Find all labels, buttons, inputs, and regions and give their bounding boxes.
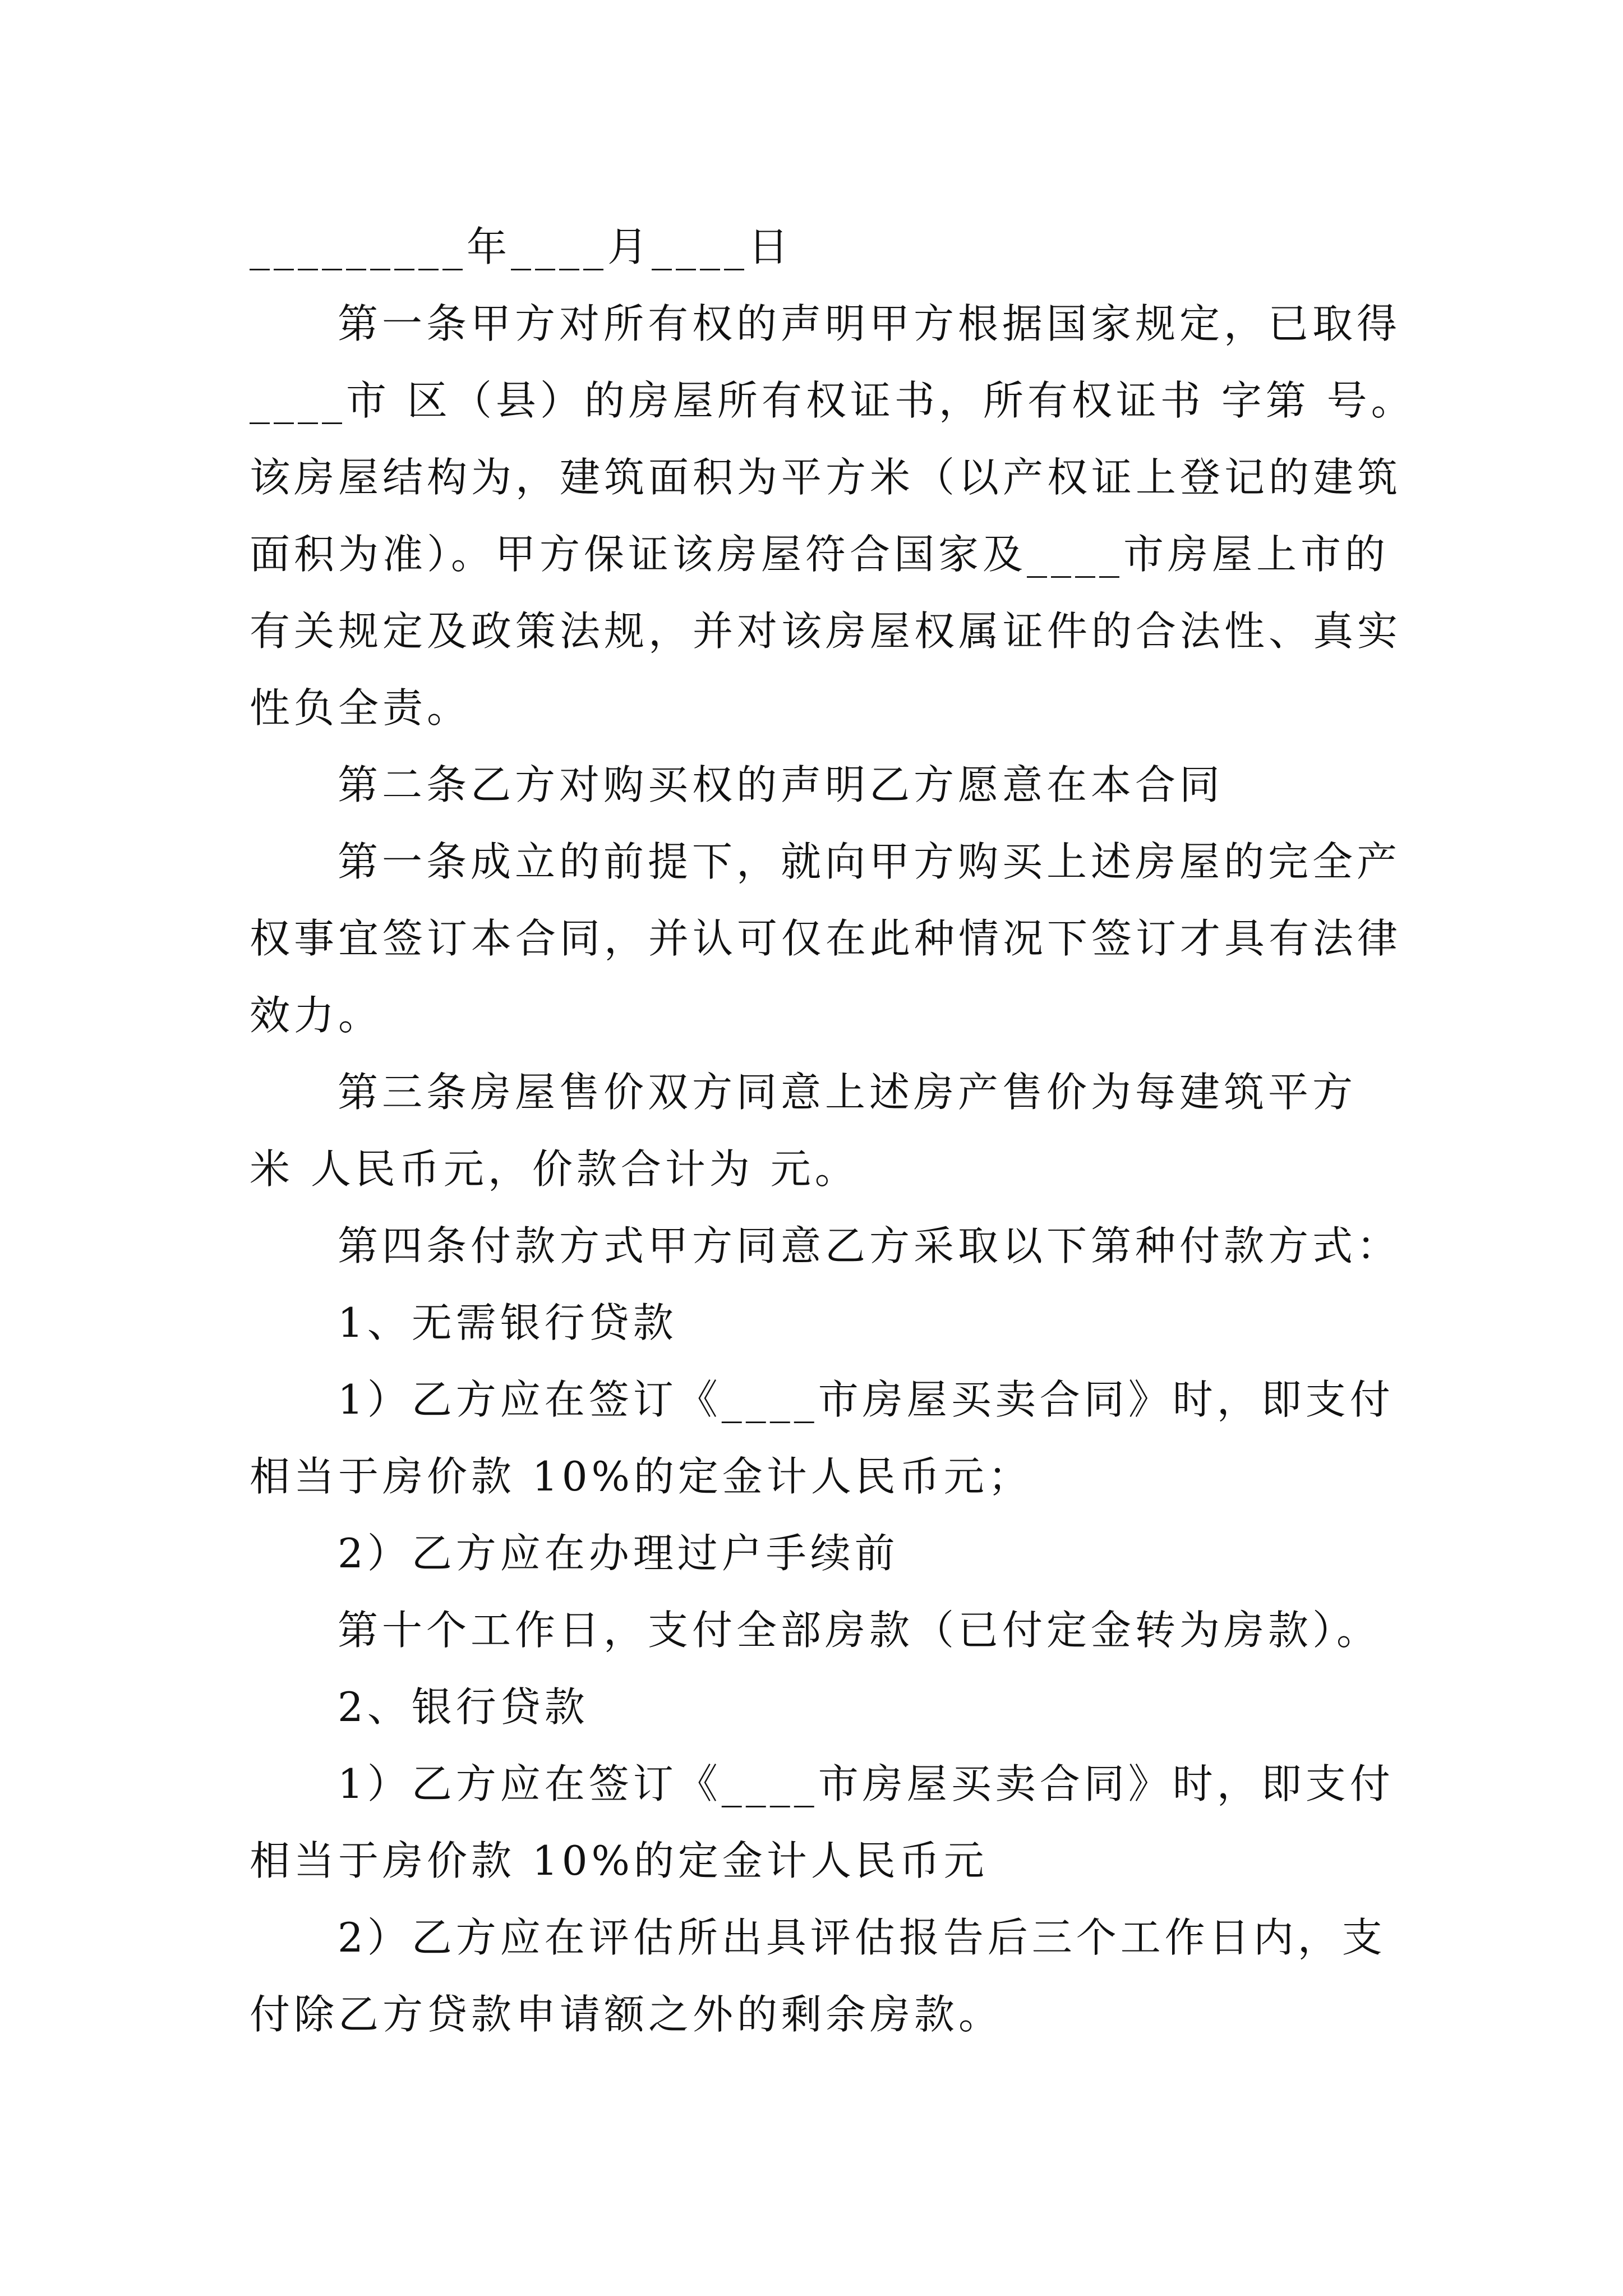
article-4-heading: 第四条付款方式甲方同意乙方采取以下第种付款方式： bbox=[338, 1222, 1401, 1269]
article-2-line-2: 第一条成立的前提下，就向甲方购买上述房屋的完全产 bbox=[338, 838, 1401, 885]
option-2-item-1-line-1: 1）乙方应在签订《____市房屋买卖合同》时，即支付 bbox=[338, 1760, 1394, 1807]
article-1-line-4: 面积为准）。甲方保证该房屋符合国家及____市房屋上市的 bbox=[250, 531, 1390, 578]
option-1-item-2-line-2: 第十个工作日，支付全部房款（已付定金转为房款）。 bbox=[338, 1607, 1381, 1654]
article-2-line-1: 第二条乙方对购买权的声明乙方愿意在本合同 bbox=[338, 761, 1224, 808]
article-2-line-4: 效力。 bbox=[250, 992, 383, 1039]
article-1-line-2: ____市 区（县）的房屋所有权证书，所有权证书 字第 号。 bbox=[250, 377, 1415, 424]
option-1-item-2-line-1: 2）乙方应在办理过户手续前 bbox=[338, 1530, 899, 1577]
option-1-item-1-line-2: 相当于房价款 10%的定金计人民币元； bbox=[250, 1453, 1032, 1500]
option-2-item-2-line-1: 2）乙方应在评估所出具评估报告后三个工作日内，支 bbox=[338, 1914, 1386, 1961]
article-1-line-5: 有关规定及政策法规，并对该房屋权属证件的合法性、真实 bbox=[250, 608, 1402, 655]
contract-body bbox=[250, 209, 1415, 2053]
date-line: _________年____月____日 bbox=[250, 223, 792, 270]
article-2-line-3: 权事宜签订本合同，并认可仅在此种情况下签订才具有法律 bbox=[250, 915, 1402, 962]
option-2-item-2-line-2: 付除乙方贷款申请额之外的剩余房款。 bbox=[250, 1991, 1003, 2038]
option-2-heading: 2、银行贷款 bbox=[338, 1683, 589, 1731]
option-1-heading: 1、无需银行贷款 bbox=[338, 1299, 677, 1346]
article-1-line-3: 该房屋结构为，建筑面积为平方米（以产权证上登记的建筑 bbox=[250, 454, 1402, 501]
option-1-item-1-line-1: 1）乙方应在签订《____市房屋买卖合同》时，即支付 bbox=[338, 1376, 1394, 1423]
article-1-line-1: 第一条甲方对所有权的声明甲方根据国家规定，已取得 bbox=[338, 300, 1401, 347]
article-3-line-1: 第三条房屋售价双方同意上述房产售价为每建筑平方 bbox=[338, 1069, 1357, 1116]
option-2-item-1-line-2: 相当于房价款 10%的定金计人民币元 bbox=[250, 1837, 988, 1884]
article-1-line-6: 性负全责。 bbox=[250, 684, 472, 731]
article-3-line-2: 米 人民币元，价款合计为 元。 bbox=[250, 1145, 859, 1193]
